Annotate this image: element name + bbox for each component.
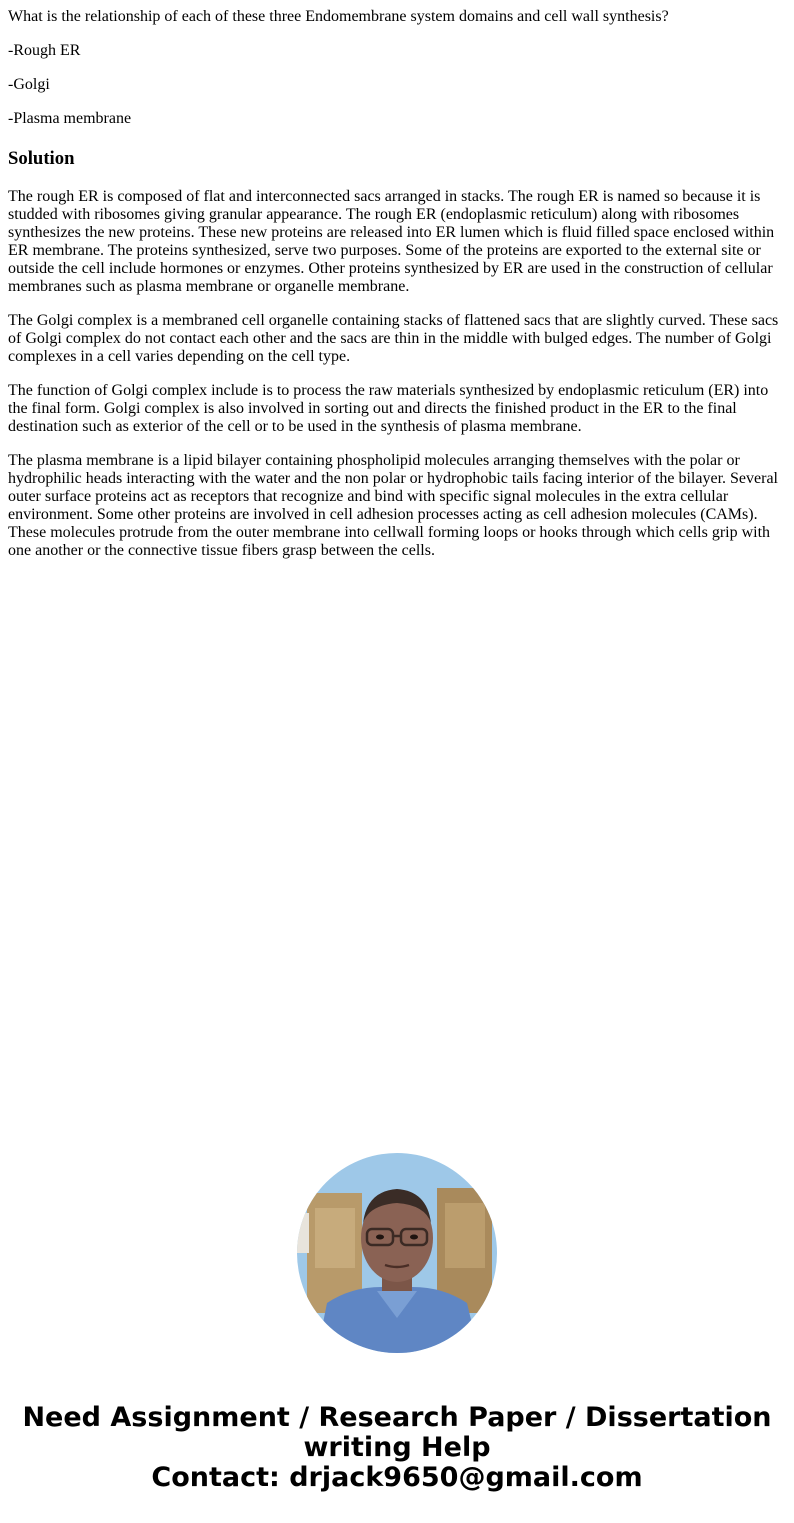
solution-paragraph-plasma-membrane: The plasma membrane is a lipid bilayer containing phospholipid molecules arranging themselves with the polar or hydrophilic heads interacting with the water and the non polar or hydrophobic tails facing interior of the bilayer. Several outer surface proteins act as receptors that recognize and bind with specific signal molecules in the extra cellular environment. Some other proteins are involved in cell adhesion processes acting as cell adhesion molecules (CAMs). These molecules protrude from the outer membrane into cellwall forming loops or hooks through which cells grip with one another or the connective tissue fibers grasp between the cells. — [8, 452, 778, 559]
promo-contact: Contact: drjack9650@gmail.com — [151, 1462, 643, 1493]
solution-paragraph-golgi-structure: The Golgi complex is a membraned cell organelle containing stacks of flattened sacs that are slightly curved. These sacs of Golgi complex do not contact each other and the sacs are thin in the middle with bulged edges. The number of Golgi complexes in a cell varies depending on the cell type. — [8, 312, 779, 365]
question-item-golgi: -Golgi — [8, 76, 50, 93]
promo-headline: Need Assignment / Research Paper / Dissertation writing Help — [22, 1402, 772, 1463]
solution-paragraph-rough-er: The rough ER is composed of flat and interconnected sacs arranged in stacks. The rough ER is named so because it is studded with ribosomes giving granular appearance. The rough ER (endoplasmic reticulum) along with ribosomes synthesizes the new proteins. These new proteins are released into ER lumen which is fluid filled space enclosed within ER membrane. The proteins synthesized, serve two purposes. Some of the proteins are exported to the external site or outside the cell include hormones or enzymes. Other proteins synthesized by ER are used in the construction of cellular membranes such as plasma membrane or organelle membrane. — [8, 188, 775, 295]
question-text: What is the relationship of each of these three Endomembrane system domains and cell wall synthesis? — [8, 8, 669, 25]
author-avatar — [297, 1153, 497, 1353]
document-body — [8, 0, 786, 560]
solution-paragraph-golgi-function: The function of Golgi complex include is to process the raw materials synthesized by endoplasmic reticulum (ER) into the final form. Golgi complex is also involved in sorting out and directs the finished product in the ER to the final destination such as exterior of the cell or to be used in the synthesis of plasma membrane. — [8, 382, 769, 435]
question-item-rough-er: -Rough ER — [8, 42, 81, 59]
promo-banner — [0, 1403, 794, 1493]
solution-heading: Solution — [8, 148, 75, 169]
question-item-plasma-membrane: -Plasma membrane — [8, 110, 132, 127]
